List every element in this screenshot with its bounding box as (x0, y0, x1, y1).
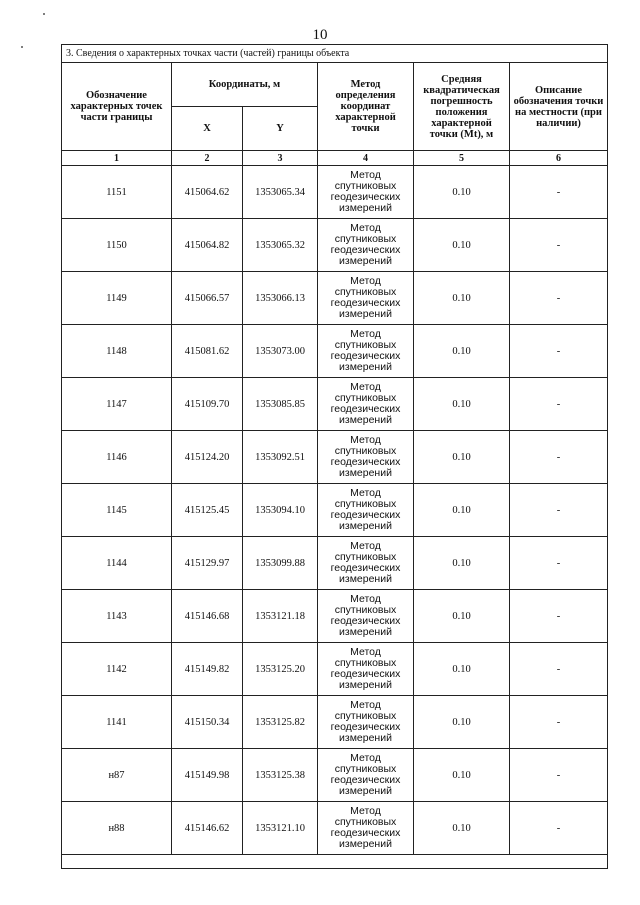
cell-error: 0.10 (414, 166, 510, 219)
cell-description: - (510, 696, 608, 749)
cell-x: 415146.68 (172, 590, 243, 643)
header-error: Средняя квадратическая погрешность положения характерной точки (Mt), м (414, 63, 510, 151)
cell-error: 0.10 (414, 643, 510, 696)
scan-speck (43, 13, 45, 15)
table-row (62, 696, 608, 749)
column-number: 2 (172, 151, 243, 166)
cell-x: 415081.62 (172, 325, 243, 378)
cell-x: 415064.62 (172, 166, 243, 219)
cell-x: 415109.70 (172, 378, 243, 431)
cell-description: - (510, 325, 608, 378)
cell-x: 415125.45 (172, 484, 243, 537)
cell-y: 1353073.00 (243, 325, 318, 378)
boundary-points-table (61, 44, 608, 869)
cell-error: 0.10 (414, 219, 510, 272)
cell-y: 1353065.32 (243, 219, 318, 272)
cell-point: 1142 (62, 643, 172, 696)
cell-y: 1353085.85 (243, 378, 318, 431)
column-number: 6 (510, 151, 608, 166)
cell-y: 1353065.34 (243, 166, 318, 219)
header-point: Обозначение характерных точек части границы (62, 63, 172, 151)
header-method: Метод определения координат характерной точки (318, 63, 414, 151)
cell-y: 1353066.13 (243, 272, 318, 325)
cell-method: Метод спутниковых геодезических измерений (318, 590, 414, 643)
cell-y: 1353125.82 (243, 696, 318, 749)
table-row (62, 643, 608, 696)
header-y: Y (243, 107, 318, 151)
cell-x: 415124.20 (172, 431, 243, 484)
cell-description: - (510, 166, 608, 219)
cell-x: 415150.34 (172, 696, 243, 749)
cell-method: Метод спутниковых геодезических измерений (318, 749, 414, 802)
cell-error: 0.10 (414, 590, 510, 643)
section-title: 3. Сведения о характерных точках части (частей) границы объекта (62, 45, 608, 63)
cell-description: - (510, 484, 608, 537)
table-row (62, 484, 608, 537)
cell-description: - (510, 749, 608, 802)
cell-description: - (510, 802, 608, 855)
cell-method: Метод спутниковых геодезических измерений (318, 643, 414, 696)
column-number: 3 (243, 151, 318, 166)
cell-point: 1144 (62, 537, 172, 590)
table-row (62, 431, 608, 484)
table-row (62, 537, 608, 590)
table-row (62, 802, 608, 855)
cell-method: Метод спутниковых геодезических измерений (318, 272, 414, 325)
cell-description: - (510, 431, 608, 484)
cell-description: - (510, 272, 608, 325)
cell-x: 415129.97 (172, 537, 243, 590)
cell-error: 0.10 (414, 537, 510, 590)
cell-point: 1141 (62, 696, 172, 749)
cell-x: 415149.98 (172, 749, 243, 802)
cell-method: Метод спутниковых геодезических измерений (318, 219, 414, 272)
cell-x: 415066.57 (172, 272, 243, 325)
cell-y: 1353099.88 (243, 537, 318, 590)
table-row (62, 272, 608, 325)
cell-point: 1148 (62, 325, 172, 378)
cell-y: 1353094.10 (243, 484, 318, 537)
column-number: 5 (414, 151, 510, 166)
cell-method: Метод спутниковых геодезических измерений (318, 802, 414, 855)
column-number: 1 (62, 151, 172, 166)
page-number: 10 (312, 27, 328, 43)
header-coords: Координаты, м (172, 63, 318, 107)
scan-speck (21, 46, 23, 48)
cell-point: 1149 (62, 272, 172, 325)
table-row (62, 590, 608, 643)
cell-description: - (510, 537, 608, 590)
cell-point: 1146 (62, 431, 172, 484)
cell-x: 415146.62 (172, 802, 243, 855)
table-row (62, 325, 608, 378)
cell-error: 0.10 (414, 484, 510, 537)
cell-point: 1150 (62, 219, 172, 272)
table-row (62, 749, 608, 802)
cell-error: 0.10 (414, 802, 510, 855)
table-row (62, 219, 608, 272)
cell-x: 415149.82 (172, 643, 243, 696)
header-row (62, 63, 608, 107)
cell-point: 1147 (62, 378, 172, 431)
cell-point: 1143 (62, 590, 172, 643)
cell-x: 415064.82 (172, 219, 243, 272)
column-number-row (62, 151, 608, 166)
cell-method: Метод спутниковых геодезических измерений (318, 537, 414, 590)
cell-y: 1353121.18 (243, 590, 318, 643)
cell-method: Метод спутниковых геодезических измерений (318, 696, 414, 749)
cell-method: Метод спутниковых геодезических измерений (318, 166, 414, 219)
table-row (62, 378, 608, 431)
cell-y: 1353121.10 (243, 802, 318, 855)
cell-description: - (510, 590, 608, 643)
cell-description: - (510, 219, 608, 272)
cell-y: 1353125.38 (243, 749, 318, 802)
cell-point: н88 (62, 802, 172, 855)
cell-point: н87 (62, 749, 172, 802)
cell-point: 1145 (62, 484, 172, 537)
cell-description: - (510, 378, 608, 431)
cell-method: Метод спутниковых геодезических измерений (318, 484, 414, 537)
empty-cell (62, 855, 608, 869)
section-title-row (62, 45, 608, 63)
cell-point: 1151 (62, 166, 172, 219)
cell-error: 0.10 (414, 378, 510, 431)
cell-y: 1353125.20 (243, 643, 318, 696)
cell-description: - (510, 643, 608, 696)
cell-method: Метод спутниковых геодезических измерений (318, 431, 414, 484)
cell-method: Метод спутниковых геодезических измерений (318, 325, 414, 378)
cell-error: 0.10 (414, 696, 510, 749)
table-row (62, 166, 608, 219)
header-description: Описание обозначения точки на местности (при наличии) (510, 63, 608, 151)
column-number: 4 (318, 151, 414, 166)
cell-error: 0.10 (414, 272, 510, 325)
empty-row (62, 855, 608, 869)
header-x: X (172, 107, 243, 151)
cell-y: 1353092.51 (243, 431, 318, 484)
cell-error: 0.10 (414, 431, 510, 484)
cell-error: 0.10 (414, 325, 510, 378)
cell-error: 0.10 (414, 749, 510, 802)
cell-method: Метод спутниковых геодезических измерений (318, 378, 414, 431)
